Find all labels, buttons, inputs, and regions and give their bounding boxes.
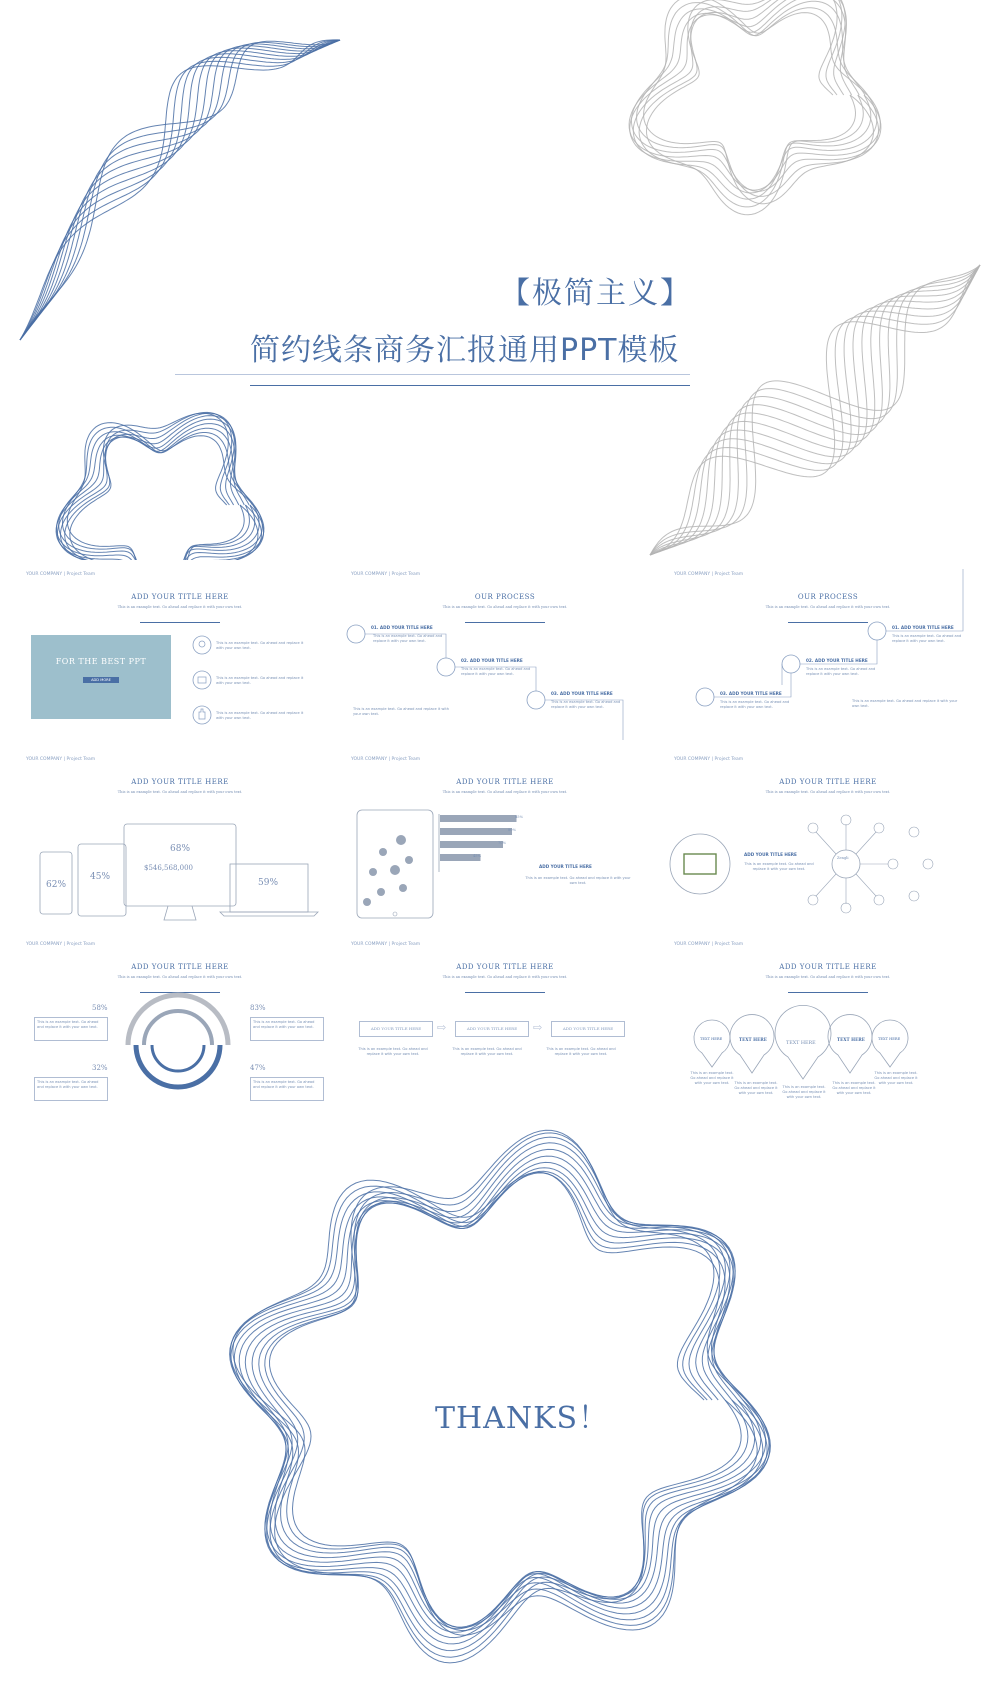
slide-title: ADD YOUR TITLE HERE	[456, 778, 554, 786]
cover-title-bracket: 【极简主义】	[500, 276, 692, 311]
pin-text-2: This is an example text. Go ahead and replace it with your own text.	[734, 1081, 778, 1095]
stat-pct-1: 58%	[92, 1004, 108, 1012]
slide-subtitle: This is an example text. Go ahead and replace it with your own text.	[117, 790, 243, 794]
slide-title: ADD YOUR TITLE HERE	[456, 963, 554, 971]
wave-line	[20, 40, 340, 340]
company-label: YOUR COMPANY | Project Team	[351, 757, 421, 762]
process-note: This is an example text. Go ahead and replace it with your own text.	[353, 707, 450, 716]
wave-line	[20, 40, 340, 340]
feature-text-3: This is an example text. Go ahead and replace it with your own text.	[216, 711, 304, 720]
wave-line	[650, 265, 980, 555]
cover-title-rule-light	[175, 374, 690, 375]
pin-label-5: TEXT HERE	[878, 1037, 901, 1041]
title-underline	[140, 622, 220, 623]
slide-thumb-2[interactable]	[343, 567, 667, 745]
company-label: YOUR COMPANY | Project Team	[351, 942, 421, 947]
slide-subtitle: This is an example text. Go ahead and replace it with your own text.	[117, 975, 243, 979]
thanks-text: THANKS！	[435, 1401, 610, 1436]
bar-mark	[440, 815, 517, 822]
step-text-3: This is an example text. Go ahead and replace it with your own text.	[720, 700, 790, 709]
thanks-slide	[0, 1110, 1000, 1670]
device-amount: $546,568,000	[144, 864, 193, 872]
stat-box-3: This is an example text. Go ahead and replace it with your own text.	[250, 1017, 324, 1041]
side-title: ADD YOUR TITLE HERE	[744, 852, 797, 857]
slide-subtitle: This is an example text. Go ahead and replace it with your own text.	[442, 975, 568, 979]
wave-line	[20, 40, 340, 340]
slide-thumb-3[interactable]	[666, 567, 990, 745]
flow-box-2: ADD YOUR TITLE HERE	[455, 1021, 529, 1037]
wave-line	[639, 0, 863, 207]
step-label-2: 02. ADD YOUR TITLE HERE	[806, 658, 868, 663]
bar-pct-4: 45%	[473, 854, 481, 858]
cover-slide	[0, 0, 1000, 560]
wave-line	[630, 0, 877, 193]
wave-line	[57, 424, 264, 560]
wave-line	[70, 413, 244, 560]
slide-title: OUR PROCESS	[797, 593, 859, 601]
step-text-1: This is an example text. Go ahead and replace it with your own text.	[892, 634, 962, 643]
slide-thumb-9[interactable]	[666, 937, 990, 1115]
pin-label-3: TEXT HERE	[786, 1041, 816, 1046]
banner-box	[31, 635, 171, 719]
wave-line	[644, 0, 874, 204]
device-pct-2: 45%	[90, 872, 111, 882]
wave-line	[20, 40, 340, 340]
pin-label-4: TEXT HERE	[837, 1037, 865, 1042]
slide-thumb-5[interactable]	[343, 752, 667, 930]
step-text-2: This is an example text. Go ahead and replace it with your own text.	[806, 667, 876, 676]
wave-line	[20, 40, 340, 340]
pin-text-3: This is an example text. Go ahead and replace it with your own text.	[782, 1085, 826, 1099]
bar-pct-1: 85%	[515, 815, 523, 819]
stat-box-2: This is an example text. Go ahead and replace it with your own text.	[34, 1077, 108, 1101]
bar-pct-3: 70%	[498, 841, 506, 845]
flow-arrow-icon: ⇨	[533, 1021, 543, 1034]
process-note: This is an example text. Go ahead and replace it with your own text.	[852, 699, 958, 708]
slide-thumb-1[interactable]	[18, 567, 342, 745]
process-diagram	[666, 567, 990, 745]
cover-title-main: 简约线条商务汇报通用PPT模板	[250, 333, 680, 368]
company-label: YOUR COMPANY | Project Team	[26, 757, 96, 762]
wave-line	[61, 413, 255, 560]
device-pct-1: 62%	[46, 880, 67, 890]
pin-text-4: This is an example text. Go ahead and replace it with your own text.	[832, 1081, 876, 1095]
flow-box-1: ADD YOUR TITLE HERE	[359, 1021, 433, 1037]
slide-title: ADD YOUR TITLE HERE	[131, 593, 229, 601]
hub-center-label: Zengli	[837, 856, 849, 860]
slide-subtitle: This is an example text. Go ahead and replace it with your own text.	[117, 605, 243, 609]
step-label-3: 03. ADD YOUR TITLE HERE	[551, 691, 613, 696]
cover-title-rule	[250, 385, 690, 386]
flow-box-3: ADD YOUR TITLE HERE	[551, 1021, 625, 1037]
pin-text-1: This is an example text. Go ahead and replace it with your own text.	[690, 1071, 734, 1085]
stat-pct-2: 32%	[92, 1064, 108, 1072]
company-label: YOUR COMPANY | Project Team	[26, 572, 96, 577]
step-label-1: 01. ADD YOUR TITLE HERE	[371, 625, 433, 630]
slide-title: OUR PROCESS	[474, 593, 536, 601]
stat-box-4: This is an example text. Go ahead and replace it with your own text.	[250, 1077, 324, 1101]
step-label-3: 03. ADD YOUR TITLE HERE	[720, 691, 782, 696]
stat-pct-4: 47%	[250, 1064, 266, 1072]
company-label: YOUR COMPANY | Project Team	[674, 572, 744, 577]
hub-diagram	[666, 752, 990, 930]
step-label-1: 01. ADD YOUR TITLE HERE	[892, 625, 954, 630]
slide-thumb-6[interactable]	[666, 752, 990, 930]
flow-text-2: This is an example text. Go ahead and replace it with your own text.	[452, 1047, 522, 1056]
slide-title: ADD YOUR TITLE HERE	[779, 778, 877, 786]
device-pct-3: 68%	[170, 844, 191, 854]
banner-button[interactable]: ADD MORE	[83, 677, 119, 683]
stat-box-1: This is an example text. Go ahead and replace it with your own text.	[34, 1017, 108, 1041]
step-text-1: This is an example text. Go ahead and replace it with your own text.	[373, 634, 443, 643]
banner-text: FOR THE BEST PPT	[55, 657, 147, 666]
stat-pct-3: 83%	[250, 1004, 266, 1012]
slide-title: ADD YOUR TITLE HERE	[131, 963, 229, 971]
side-title: ADD YOUR TITLE HERE	[539, 864, 592, 869]
bar-pct-2: 80%	[508, 828, 516, 832]
pin-label-1: TEXT HERE	[700, 1037, 723, 1041]
slide-thumb-8[interactable]	[343, 937, 667, 1115]
devices-illustration	[18, 752, 342, 930]
slide-subtitle: This is an example text. Go ahead and replace it with your own text.	[765, 605, 891, 609]
wave-line	[20, 40, 340, 340]
side-text: This is an example text. Go ahead and replace it with your own text.	[744, 862, 814, 871]
slide-title: ADD YOUR TITLE HERE	[131, 778, 229, 786]
step-text-2: This is an example text. Go ahead and replace it with your own text.	[461, 667, 531, 676]
bar-mark	[440, 828, 512, 835]
side-text: This is an example text. Go ahead and replace it with your own text.	[525, 876, 631, 885]
feature-text-2: This is an example text. Go ahead and replace it with your own text.	[216, 676, 304, 685]
slide-subtitle: This is an example text. Go ahead and replace it with your own text.	[442, 605, 568, 609]
slide-title: ADD YOUR TITLE HERE	[779, 963, 877, 971]
company-label: YOUR COMPANY | Project Team	[674, 942, 744, 947]
wave-line	[20, 40, 340, 340]
pin-label-2: TEXT HERE	[739, 1037, 767, 1042]
company-label: YOUR COMPANY | Project Team	[351, 572, 421, 577]
step-text-3: This is an example text. Go ahead and replace it with your own text.	[551, 700, 621, 709]
wave-line	[20, 40, 340, 340]
pins-diagram	[666, 937, 990, 1115]
wave-line	[20, 40, 340, 340]
flow-text-1: This is an example text. Go ahead and replace it with your own text.	[358, 1047, 428, 1056]
step-label-2: 02. ADD YOUR TITLE HERE	[461, 658, 523, 663]
slide-subtitle: This is an example text. Go ahead and replace it with your own text.	[442, 790, 568, 794]
slide-subtitle: This is an example text. Go ahead and replace it with your own text.	[765, 975, 891, 979]
slide-thumb-7[interactable]	[18, 937, 342, 1115]
wave-line	[65, 412, 250, 560]
device-pct-4: 59%	[258, 878, 279, 888]
company-label: YOUR COMPANY | Project Team	[26, 942, 96, 947]
flow-text-3: This is an example text. Go ahead and replace it with your own text.	[546, 1047, 616, 1056]
feature-text-1: This is an example text. Go ahead and replace it with your own text.	[216, 641, 304, 650]
bar-mark	[440, 841, 503, 848]
title-underline	[465, 992, 545, 993]
wave-line	[20, 40, 340, 340]
thanks-wave-ring	[0, 1110, 1000, 1670]
company-label: YOUR COMPANY | Project Team	[674, 757, 744, 762]
flow-arrow-icon: ⇨	[437, 1021, 447, 1034]
pin-text-5: This is an example text. Go ahead and replace it with your own text.	[874, 1071, 918, 1085]
slide-thumb-4[interactable]	[18, 752, 342, 930]
slide-subtitle: This is an example text. Go ahead and replace it with your own text.	[765, 790, 891, 794]
